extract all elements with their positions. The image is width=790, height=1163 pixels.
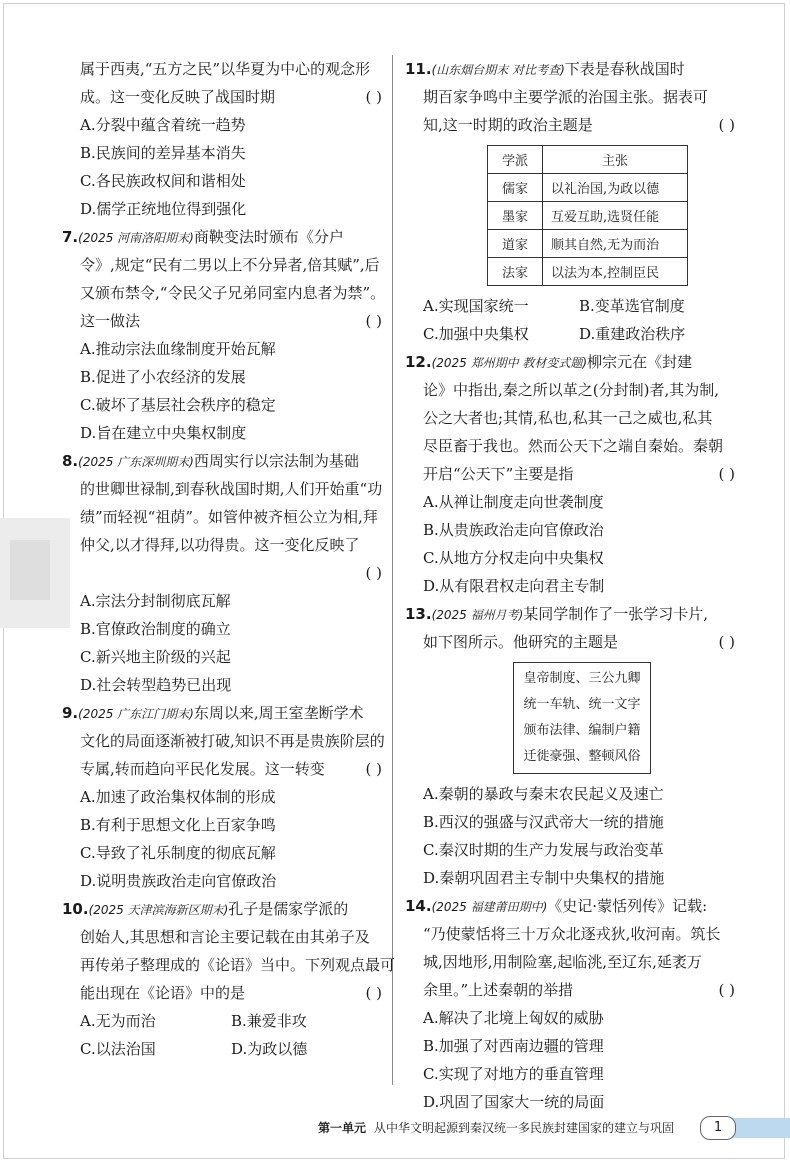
- stem-line: 期百家争鸣中主要学派的治国主张。据表可: [423, 88, 709, 106]
- page-footer: [0, 1112, 790, 1142]
- stem-line: 再传弟子整理成的《论语》当中。下列观点最可: [80, 956, 396, 974]
- question-source: (2025 福州月考): [431, 608, 524, 622]
- stem-line: 如下图所示。他研究的主题是 ( ): [405, 628, 735, 656]
- stem-line: 12.(2025 郑州期中 教材变式题)柳宗元在《封建: [405, 353, 693, 371]
- stem-line: 专属,转而趋向平民化发展。这一转变 ( ): [62, 755, 382, 783]
- table-cell: 顺其自然,无为而治: [543, 230, 688, 258]
- question-number: 7.: [62, 228, 79, 246]
- stem-line: 令》,规定“民有二男以上不分异者,倍其赋”,后: [80, 256, 380, 274]
- option-d[interactable]: D.儒学正统地位得到强化: [80, 200, 247, 218]
- option-b[interactable]: B.官僚政治制度的确立: [80, 620, 231, 638]
- option-d[interactable]: D.旨在建立中央集权制度: [80, 424, 247, 442]
- option-c[interactable]: C.以法治国: [80, 1040, 156, 1058]
- option-a[interactable]: A.推动宗法血缘制度开始瓦解: [80, 340, 276, 358]
- option-b[interactable]: B.变革选官制度: [579, 297, 685, 315]
- option-b[interactable]: B.促进了小农经济的发展: [80, 368, 246, 386]
- option-a[interactable]: A.实现国家统一: [423, 297, 529, 315]
- option-c[interactable]: C.新兴地主阶级的兴起: [80, 648, 231, 666]
- study-card: [513, 662, 651, 774]
- table-row: [488, 174, 688, 202]
- question-source: (2025 福建莆田期中): [431, 900, 548, 914]
- stem-line: 属于西夷,“五方之民”以华夏为中心的观念形: [80, 60, 371, 78]
- schools-table: [487, 145, 688, 286]
- option-b[interactable]: B.兼爱非攻: [231, 1012, 307, 1030]
- stem-line: 公之大者也;其情,私也,私其一己之威也,私其: [423, 409, 713, 427]
- table-cell: 墨家: [488, 202, 543, 230]
- option-b[interactable]: B.从贵族政治走向官僚政治: [423, 521, 604, 539]
- left-column: [62, 55, 396, 1063]
- table-cell: 以礼治国,为政以德: [543, 174, 688, 202]
- card-line: 颁布法律、编制户籍: [523, 723, 641, 738]
- question-14: [405, 892, 735, 1116]
- option-a[interactable]: A.无为而治: [80, 1012, 156, 1030]
- stem-line: “乃使蒙恬将三十万众北逐戎狄,收河南。筑长: [423, 925, 721, 943]
- option-c[interactable]: C.各民族政权间和谐相处: [80, 172, 246, 190]
- answer-paren[interactable]: ( ): [718, 981, 735, 999]
- column-divider: [392, 55, 393, 1085]
- stem-line: 9.(2025 广东江门期末)东周以来,周王室垄断学术: [62, 704, 364, 722]
- option-row: [405, 292, 735, 320]
- question-9: [62, 699, 385, 895]
- stem-line: 仲父,以才得拜,以功得贵。这一变化反映了: [80, 536, 360, 554]
- stem-line: 8.(2025 广东深圳期末)西周实行以宗法制为基础: [62, 452, 359, 470]
- option-d[interactable]: D.说明贵族政治走向官僚政治: [80, 872, 277, 890]
- option-d[interactable]: D.秦朝巩固君主专制中央集权的措施: [423, 869, 665, 887]
- option-c[interactable]: C.实现了对地方的垂直管理: [423, 1065, 604, 1083]
- footer-caption: [318, 1119, 674, 1136]
- stem-line: 绩”而轻视“祖荫”。如管仲被齐桓公立为相,拜: [80, 508, 378, 526]
- page-number: 1: [700, 1116, 736, 1140]
- stem-line: 余里。”上述秦朝的举措 ( ): [405, 976, 735, 1004]
- question-number: 8.: [62, 452, 79, 470]
- option-c[interactable]: C.秦汉时期的生产力发展与政治变革: [423, 841, 664, 859]
- table-cell: 儒家: [488, 174, 543, 202]
- table-cell: 以法为本,控制臣民: [543, 258, 688, 286]
- question-source: (2025 广东深圳期末): [78, 455, 194, 469]
- stem-line: 论》中指出,秦之所以革之(分封制)者,其为制,: [423, 381, 720, 399]
- stem-line: 14.(2025 福建莆田期中)《史记·蒙恬列传》记载:: [405, 897, 708, 915]
- option-d[interactable]: D.社会转型趋势已出现: [80, 676, 232, 694]
- option-d[interactable]: D.为政以德: [231, 1040, 308, 1058]
- stem-line: 11.(山东烟台期末 对比考查)下表是春秋战国时: [405, 60, 685, 78]
- option-a[interactable]: A.解决了北境上匈奴的威胁: [423, 1009, 604, 1027]
- question-number: 14.: [405, 897, 432, 915]
- option-b[interactable]: B.有利于思想文化上百家争鸣: [80, 816, 276, 834]
- option-b[interactable]: B.民族间的差异基本消失: [80, 144, 246, 162]
- option-a[interactable]: A.加速了政治集权体制的形成: [80, 788, 276, 806]
- option-row: [62, 1035, 382, 1063]
- table-header-row: [488, 146, 688, 174]
- card-line: 迁徙豪强、整顿风俗: [523, 749, 641, 764]
- option-b[interactable]: B.加强了对西南边疆的管理: [423, 1037, 604, 1055]
- option-c[interactable]: C.破坏了基层社会秩序的稳定: [80, 396, 276, 414]
- stem-line: 知,这一时期的政治主题是 ( ): [405, 111, 735, 139]
- answer-paren[interactable]: ( ): [365, 564, 382, 582]
- table-header: 学派: [488, 146, 543, 174]
- table-cell: 法家: [488, 258, 543, 286]
- card-line: 皇帝制度、三公九卿: [523, 671, 641, 686]
- table-cell: 道家: [488, 230, 543, 258]
- question-7: [62, 223, 386, 447]
- option-c[interactable]: C.导致了礼乐制度的彻底瓦解: [80, 844, 276, 862]
- footer-title: 从中华文明起源到秦汉统一多民族封建国家的建立与巩固: [374, 1121, 675, 1135]
- question-number: 12.: [405, 353, 432, 371]
- question-number: 11.: [405, 60, 432, 78]
- stem-line: 能出现在《论语》中的是 ( ): [62, 979, 382, 1007]
- table-header: 主张: [543, 146, 688, 174]
- answer-paren[interactable]: ( ): [718, 116, 735, 134]
- question-12: [405, 348, 735, 600]
- option-row: [62, 1007, 382, 1035]
- option-d[interactable]: D.重建政治秩序: [579, 325, 686, 343]
- question-source: (2025 广东江门期末): [78, 707, 194, 721]
- question-8: [62, 447, 382, 699]
- question-source: (2025 天津滨海新区期末): [88, 903, 229, 917]
- option-a[interactable]: A.秦朝的暴政与秦末农民起义及速亡: [423, 785, 664, 803]
- stem-line: 成。这一变化反映了战国时期 ( ): [62, 83, 382, 111]
- table-row: [488, 230, 688, 258]
- option-d[interactable]: D.从有限君权走向君主专制: [423, 577, 605, 595]
- stem-line: 的世卿世禄制,到春秋战国时期,人们开始重“功: [80, 480, 383, 498]
- table-cell: 互爱互助,选贤任能: [543, 202, 688, 230]
- question-source: (山东烟台期末 对比考查): [431, 63, 565, 77]
- question-11: [405, 55, 735, 348]
- option-c[interactable]: C.从地方分权走向中央集权: [423, 549, 604, 567]
- table-row: [488, 202, 688, 230]
- stem-line: 又颁布禁令,“令民父子兄弟同室内息者为禁”。: [80, 284, 386, 302]
- stem-line: 创始人,其思想和言论主要记载在由其弟子及: [80, 928, 370, 946]
- question-number: 9.: [62, 704, 79, 722]
- answer-paren[interactable]: ( ): [718, 633, 735, 651]
- question-10: [62, 895, 396, 1063]
- option-a[interactable]: A.从禅让制度走向世袭制度: [423, 493, 604, 511]
- option-a[interactable]: A.分裂中蕴含着统一趋势: [80, 116, 246, 134]
- question-number: 10.: [62, 900, 89, 918]
- stem-line: 城,因地形,用制险塞,起临洮,至辽东,延袤万: [423, 953, 702, 971]
- stem-line: 文化的局面逐渐被打破,知识不再是贵族阶层的: [80, 732, 385, 750]
- option-c[interactable]: C.加强中央集权: [423, 325, 529, 343]
- option-a[interactable]: A.宗法分封制彻底瓦解: [80, 592, 231, 610]
- stem-line: 这一做法 ( ): [62, 307, 382, 335]
- question-6-continued: [62, 55, 382, 223]
- card-line: 统一车轨、统一文字: [523, 697, 641, 712]
- stem-line: 尽臣畜于我也。然而公天下之端自秦始。秦朝: [423, 437, 724, 455]
- answer-paren[interactable]: ( ): [365, 984, 382, 1002]
- option-b[interactable]: B.西汉的强盛与汉武帝大一统的措施: [423, 813, 664, 831]
- option-d[interactable]: D.巩固了国家大一统的局面: [423, 1093, 605, 1111]
- right-column: [405, 55, 735, 1116]
- answer-paren[interactable]: ( ): [718, 465, 735, 483]
- footer-unit: 第一单元: [318, 1121, 367, 1135]
- answer-paren[interactable]: ( ): [365, 88, 382, 106]
- option-row: [405, 320, 735, 348]
- stem-line: [62, 559, 382, 587]
- scan-smudge-inner: [10, 540, 50, 600]
- stem-line: 7.(2025 河南洛阳期末)商鞅变法时颁布《分户: [62, 228, 344, 246]
- stem-line: 13.(2025 福州月考)某同学制作了一张学习卡片,: [405, 605, 709, 623]
- answer-paren[interactable]: ( ): [365, 760, 382, 778]
- question-13: [405, 600, 735, 892]
- question-number: 13.: [405, 605, 432, 623]
- answer-paren[interactable]: ( ): [365, 312, 382, 330]
- stem-line: 10.(2025 天津滨海新区期末)孔子是儒家学派的: [62, 900, 349, 918]
- question-source: (2025 郑州期中 教材变式题): [431, 356, 588, 370]
- stem-line: 开启“公天下”主要是指 ( ): [405, 460, 735, 488]
- question-source: (2025 河南洛阳期末): [78, 231, 194, 245]
- table-row: [488, 258, 688, 286]
